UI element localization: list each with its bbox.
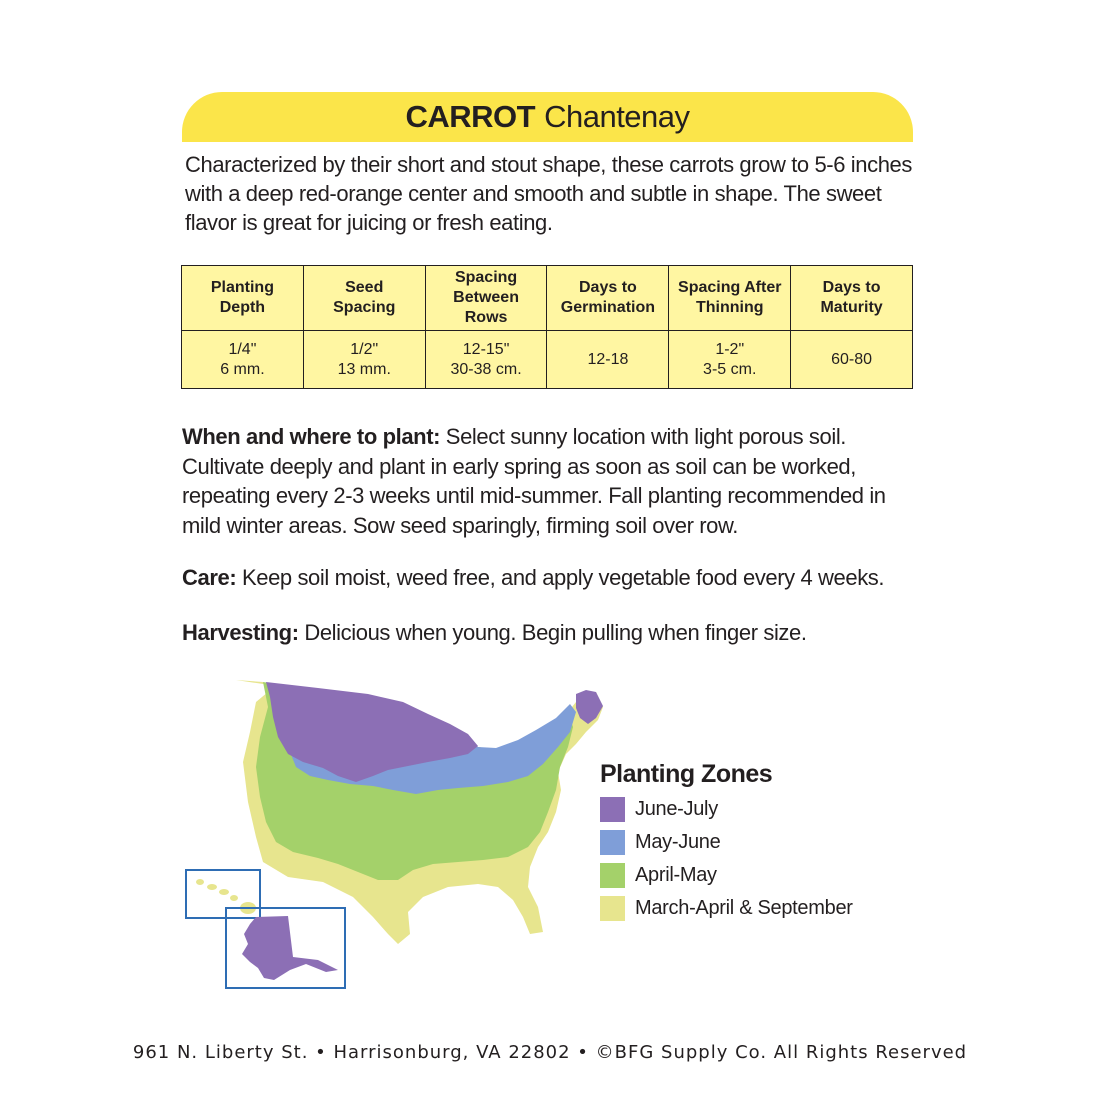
alaska-shape	[242, 916, 338, 980]
legend-swatch	[600, 830, 625, 855]
legend-item	[600, 826, 853, 859]
when-where-label: When and where to plant:	[182, 424, 441, 449]
product-description: Characterized by their short and stout shape, these carrots grow to 5-6 inches with a deep red-orange center and smooth and subtle in shape. The sweet flavor is great for juicing or fresh eating.	[185, 152, 912, 235]
specs-header-cell: Planting Depth	[182, 266, 304, 331]
legend-swatch	[600, 863, 625, 888]
specs-value-cell: 1/4" 6 mm.	[182, 331, 304, 389]
legend-label: June-July	[635, 798, 718, 820]
planting-zone-map	[178, 672, 618, 992]
legend-label: March-April & September	[635, 897, 853, 919]
specs-value-cell: 60-80	[791, 331, 913, 389]
specs-header-cell: Days to Germination	[547, 266, 669, 331]
specs-header-row	[182, 266, 913, 331]
product-variety: Chantenay	[544, 99, 690, 134]
when-where-paragraph	[182, 422, 922, 540]
product-name: CARROT	[405, 99, 536, 134]
care-paragraph	[182, 563, 922, 593]
harvesting-label: Harvesting:	[182, 620, 299, 645]
care-text: Keep soil moist, weed free, and apply vegetable food every 4 weeks.	[236, 565, 885, 590]
footer-address: 961 N. Liberty St. • Harrisonburg, VA 22802 • ©BFG Supply Co. All Rights Reserved	[132, 1042, 968, 1063]
legend-title: Planting Zones	[600, 760, 773, 788]
harvesting-paragraph	[182, 618, 922, 648]
legend-swatch	[600, 797, 625, 822]
product-header	[182, 92, 913, 142]
legend-item	[600, 859, 853, 892]
specs-value-cell: 12-18	[547, 331, 669, 389]
specs-header-cell: Seed Spacing	[303, 266, 425, 331]
specs-value-cell: 1-2" 3-5 cm.	[669, 331, 791, 389]
legend-label: April-May	[635, 864, 717, 886]
specs-header-cell: Spacing Between Rows	[425, 266, 547, 331]
specs-value-cell: 1/2" 13 mm.	[303, 331, 425, 389]
planting-specs-table	[181, 265, 913, 389]
specs-header-cell: Days to Maturity	[791, 266, 913, 331]
harvesting-text: Delicious when young. Begin pulling when finger size.	[298, 620, 807, 645]
specs-header-cell: Spacing After Thinning	[669, 266, 791, 331]
care-label: Care:	[182, 565, 237, 590]
specs-value-cell: 12-15" 30-38 cm.	[425, 331, 547, 389]
legend-swatch	[600, 896, 625, 921]
legend	[600, 760, 853, 925]
when-where-text: Select sunny location with light porous soil. Cultivate deeply and plant in early spring as soon as soil can be worked, repeating every 2-3 weeks until mid-summer. Fall planting recommended in mild winter areas. Sow seed sparingly, firming soil over row.	[182, 424, 886, 538]
specs-value-row	[182, 331, 913, 389]
legend-label: May-June	[635, 831, 721, 853]
legend-item	[600, 892, 853, 925]
legend-item	[600, 793, 853, 826]
